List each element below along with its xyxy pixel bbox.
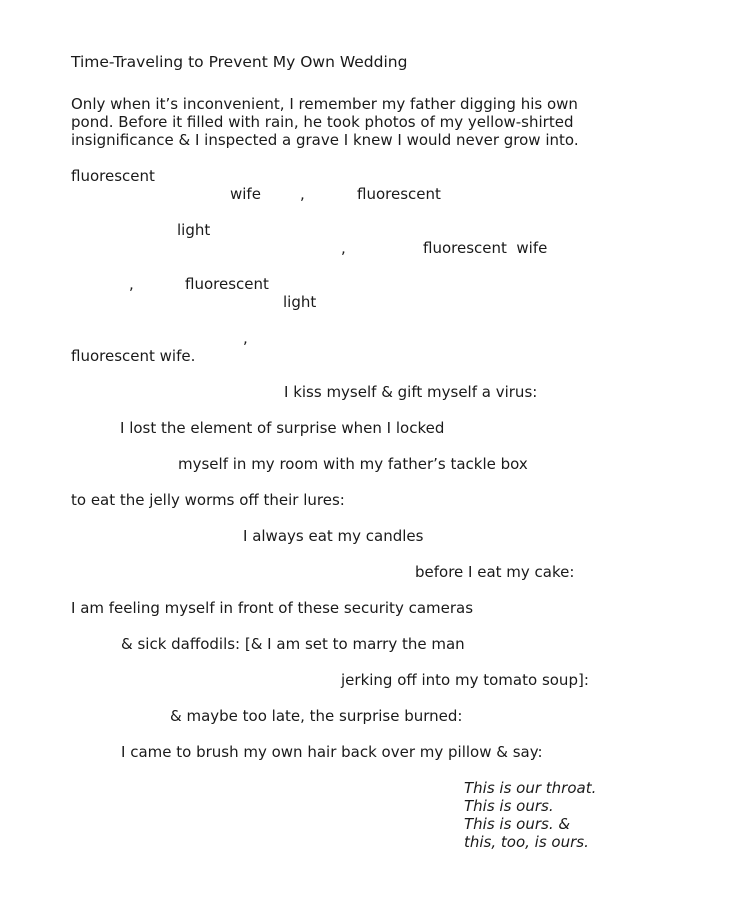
scatter-word-light-2: light (283, 293, 317, 311)
poem-line-11: I came to brush my own hair back over my pillow & say: (121, 743, 543, 761)
closing-line-2: This is ours. (464, 797, 554, 815)
closing-line-4: this, too, is ours. (464, 833, 589, 851)
poem-line-5: I always eat my candles (243, 527, 424, 545)
scatter-comma-3: , (129, 275, 134, 293)
scatter-word-fluorescent-3: fluorescent (185, 275, 269, 293)
poem-line-2: I lost the element of surprise when I locked (120, 419, 445, 437)
poem-line-9: jerking off into my tomato soup]: (341, 671, 589, 689)
poem-line-4: to eat the jelly worms off their lures: (71, 491, 345, 509)
intro-line-1: Only when it’s inconvenient, I remember my father digging his own (71, 95, 578, 113)
scatter-word-fluorescent-2: fluorescent (357, 185, 441, 203)
poem-line-1: I kiss myself & gift myself a virus: (284, 383, 538, 401)
poem-line-3: myself in my room with my father’s tackle box (178, 455, 528, 473)
scatter-word-fluorescent-wife: fluorescent wife (423, 239, 548, 257)
poem-line-6: before I eat my cake: (415, 563, 575, 581)
scatter-word-fluorescent-wife-final: fluorescent wife. (71, 347, 196, 365)
poem-title: Time-Traveling to Prevent My Own Wedding (71, 53, 408, 71)
poem-line-8: & sick daffodils: [& I am set to marry the man (121, 635, 465, 653)
scatter-word-fluorescent-1: fluorescent (71, 167, 155, 185)
scatter-word-light-1: light (177, 221, 211, 239)
scatter-comma-2: , (341, 239, 346, 257)
poem-line-7: I am feeling myself in front of these security cameras (71, 599, 474, 617)
poem-line-10: & maybe too late, the surprise burned: (170, 707, 463, 725)
intro-line-2: pond. Before it filled with rain, he took photos of my yellow-shirted (71, 113, 574, 131)
scatter-comma-1: , (300, 185, 305, 203)
intro-line-3: insignificance & I inspected a grave I knew I would never grow into. (71, 131, 579, 149)
closing-line-1: This is our throat. (464, 779, 597, 797)
scatter-word-wife-1: wife (230, 185, 261, 203)
scatter-comma-4: , (243, 329, 248, 347)
closing-line-3: This is ours. & (464, 815, 571, 833)
